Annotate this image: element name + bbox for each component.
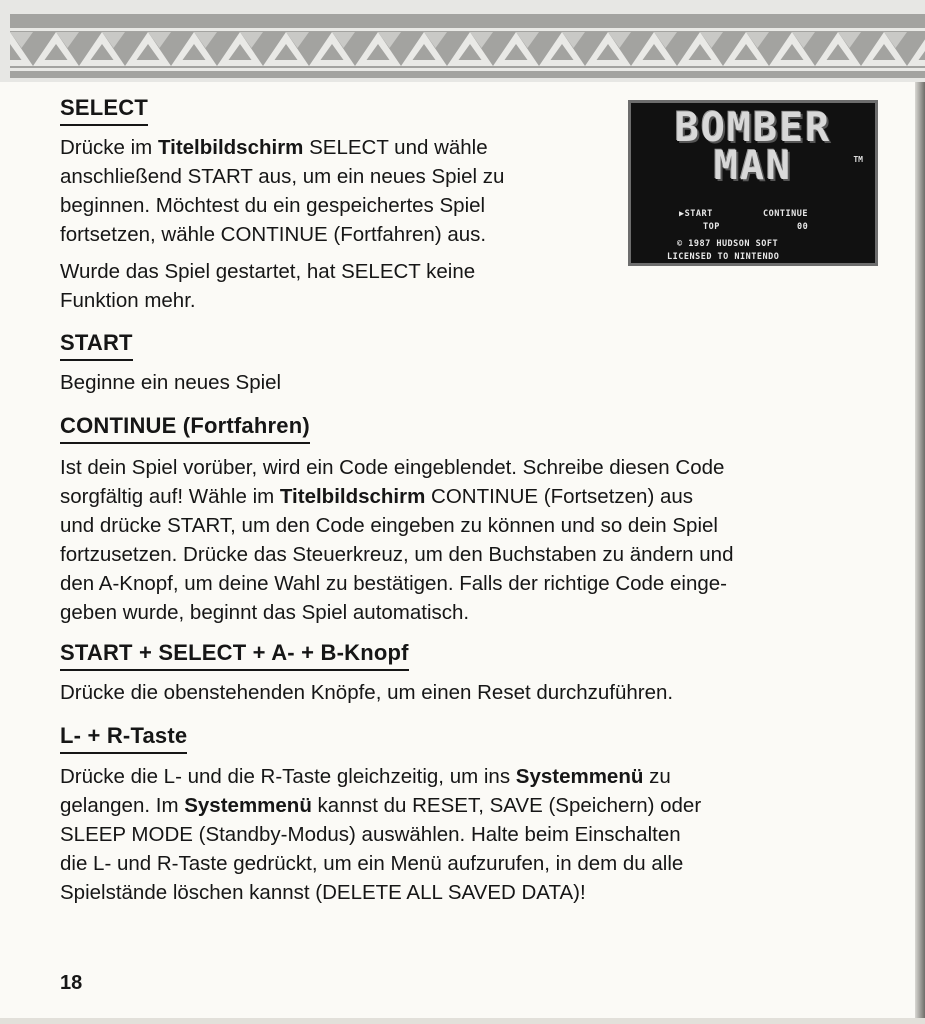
- page-number: 18: [60, 972, 83, 994]
- bold-term: Titelbildschirm: [279, 485, 426, 508]
- bold-term: Titelbildschirm: [157, 136, 304, 159]
- license-line: LICENSED TO NINTENDO: [667, 252, 780, 262]
- bold-term: Systemmenü: [515, 765, 644, 788]
- select-paragraph-2: Wurde das Spiel gestartet, hat SELECT keine Funktion mehr.: [60, 260, 476, 312]
- page-bottom-edge: [0, 1018, 925, 1024]
- zigzag-pattern-icon: [10, 14, 925, 78]
- menu-start: ▶START: [679, 209, 713, 219]
- start-paragraph: Beginne ein neues Spiel: [60, 371, 282, 394]
- heading-reset-combo: START + SELECT + A- + B-Knopf: [60, 640, 409, 671]
- game-logo: [631, 105, 875, 189]
- logo-line-1: BOMBER: [674, 105, 832, 151]
- bold-term: Systemmenü: [184, 794, 312, 817]
- continue-paragraph: Ist dein Spiel vorüber, wird ein Code eingeblendet. Schreibe diesen Code sorgfältig auf! Wähle im Titelbildschirm CONTINUE (Fortsetzen) aus und drücke START, um den Code eingeben zu können und so dein Spiel fortzusetzen. Drücke das Steuerkreuz, um den Buchstaben zu ändern und den A-Knopf, um deine Wahl zu bestätigen. Falls der richtige Code einge- geben wurde, beginnt das Spiel automatisch.: [60, 456, 734, 624]
- game-title-screenshot: [628, 100, 878, 266]
- top-label: TOP: [703, 222, 720, 232]
- heading-continue: CONTINUE (Fortfahren): [60, 413, 310, 444]
- trademark-mark: TM: [853, 155, 863, 164]
- lr-paragraph: Drücke die L- und die R-Taste gleichzeitig, um ins Systemmenü zu gelangen. Im Systemmenü kannst du RESET, SAVE (Speichern) oder SLEEP MODE (Standby-Modus) auswählen. Halte beim Einschalten die L- und R-Taste gedrückt, um ein Menü aufzurufen, in dem du alle Spielstände löschen kannst (DELETE ALL SAVED DATA)!: [60, 765, 702, 904]
- copyright-line: © 1987 HUDSON SOFT: [677, 239, 779, 249]
- logo-line-2: MAN: [713, 143, 793, 189]
- heading-lr-buttons: L- + R-Taste: [60, 723, 187, 754]
- heading-select: SELECT: [60, 95, 148, 126]
- decorative-top-border: [0, 0, 925, 82]
- reset-paragraph: Drücke die obenstehenden Knöpfe, um einen Reset durchzuführen.: [60, 681, 674, 704]
- menu-continue: CONTINUE: [763, 209, 808, 219]
- page-edge: [915, 82, 925, 1024]
- heading-start: START: [60, 330, 133, 361]
- select-paragraph-1: Drücke im Titelbildschirm SELECT und wähle anschließend START aus, um ein neues Spiel zu beginnen. Möchtest du ein gespeichertes Spiel fortsetzen, wähle CONTINUE (Fortfahren) aus.: [60, 136, 505, 246]
- top-score: 00: [797, 222, 809, 232]
